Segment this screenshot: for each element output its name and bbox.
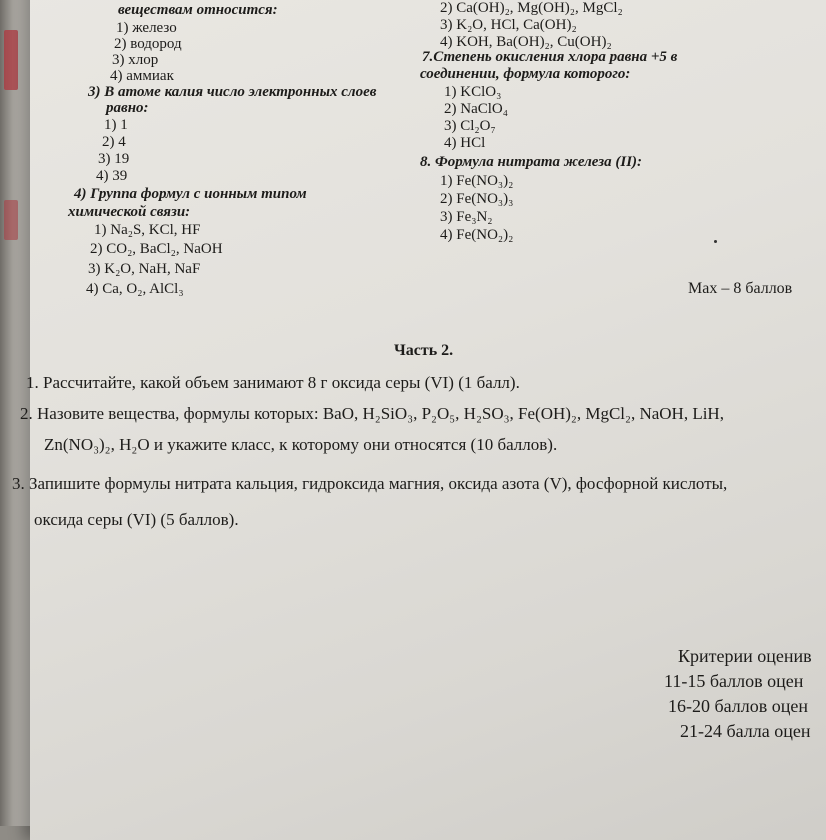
criteria-line-1: 11-15 баллов оцен bbox=[664, 671, 804, 691]
q7-option-4: 4) HCl bbox=[444, 135, 486, 151]
q4-title-cont: химической связи: bbox=[68, 204, 191, 220]
spine-mark bbox=[4, 30, 18, 90]
q2-tail: веществам относится: bbox=[118, 2, 278, 18]
part2-task-2: 2. Назовите вещества, формулы которых: BaO, H₂SiO₃, P₂O₅, H₂SO₃, Fe(OH)₂, MgCl₂, NaOH, LiH, bbox=[20, 404, 724, 423]
q8-title: 8. Формула нитрата железа (II): bbox=[420, 154, 643, 170]
q2-option-4: 4) аммиак bbox=[110, 68, 174, 84]
q3-option-1: 1) 1 bbox=[104, 117, 128, 133]
q4-title: 4) Группа формул с ионным типом bbox=[74, 186, 307, 202]
q7-option-1: 1) KClO₃ bbox=[444, 84, 502, 100]
q7-option-3: 3) Cl₂O₇ bbox=[444, 118, 496, 134]
part2-task-3-cont: оксида серы (VI) (5 баллов). bbox=[34, 510, 239, 529]
q6-option-3: 3) K₂O, HCl, Ca(OH)₂ bbox=[440, 17, 577, 33]
q8-option-4: 4) Fe(NO₂)₂ bbox=[440, 227, 514, 243]
q3-option-3: 3) 19 bbox=[98, 151, 130, 167]
q4-option-1: 1) Na₂S, KCl, HF bbox=[94, 222, 201, 238]
q3-title-cont: равно: bbox=[106, 100, 149, 116]
ink-dot bbox=[714, 240, 717, 243]
q3-option-2: 2) 4 bbox=[102, 134, 126, 150]
q3-option-4: 4) 39 bbox=[96, 168, 128, 184]
q2-option-3: 3) хлор bbox=[112, 52, 159, 68]
q4-option-3: 3) K₂O, NaH, NaF bbox=[88, 261, 201, 277]
criteria-title: Критерии оценив bbox=[678, 646, 812, 666]
criteria-line-3: 21-24 балла оцен bbox=[680, 721, 811, 741]
part2-task-2-cont: Zn(NO₃)₂, H₂O и укажите класс, к которому они относятся (10 баллов). bbox=[44, 435, 558, 454]
q8-option-1: 1) Fe(NO₃)₂ bbox=[440, 173, 514, 189]
q7-title-cont: соединении, формула которого: bbox=[420, 66, 631, 82]
part2-task-3: 3. Запишите формулы нитрата кальция, гидроксида магния, оксида азота (V), фосфорной кислоты, bbox=[12, 474, 728, 493]
q6-option-2: 2) Ca(OH)₂, Mg(OH)₂, MgCl₂ bbox=[440, 0, 623, 16]
q4-option-4: 4) Ca, O₂, AlCl₃ bbox=[86, 281, 184, 297]
q2-option-1: 1) железо bbox=[116, 20, 177, 36]
max-score: Max – 8 баллов bbox=[688, 280, 793, 297]
q7-option-2: 2) NaClO₄ bbox=[444, 101, 508, 117]
q8-option-3: 3) Fe₃N₂ bbox=[440, 209, 493, 225]
part2-title: Часть 2. bbox=[394, 342, 454, 359]
q8-option-2: 2) Fe(NO₃)₃ bbox=[440, 191, 514, 207]
part2-task-1: 1. Рассчитайте, какой объем занимают 8 г оксида серы (VI) (1 балл). bbox=[26, 373, 520, 392]
q4-option-2: 2) CO₂, BaCl₂, NaOH bbox=[90, 241, 223, 257]
q6-option-4: 4) KOH, Ba(OH)₂, Cu(OH)₂ bbox=[440, 34, 612, 50]
q2-option-2: 2) водород bbox=[114, 36, 182, 52]
q7-title: 7.Степень окисления хлора равна +5 в bbox=[422, 49, 678, 65]
q3-title: 3) В атоме калия число электронных слоев bbox=[88, 84, 377, 100]
criteria-line-2: 16-20 баллов оцен bbox=[668, 696, 809, 716]
spine-mark bbox=[4, 200, 18, 240]
